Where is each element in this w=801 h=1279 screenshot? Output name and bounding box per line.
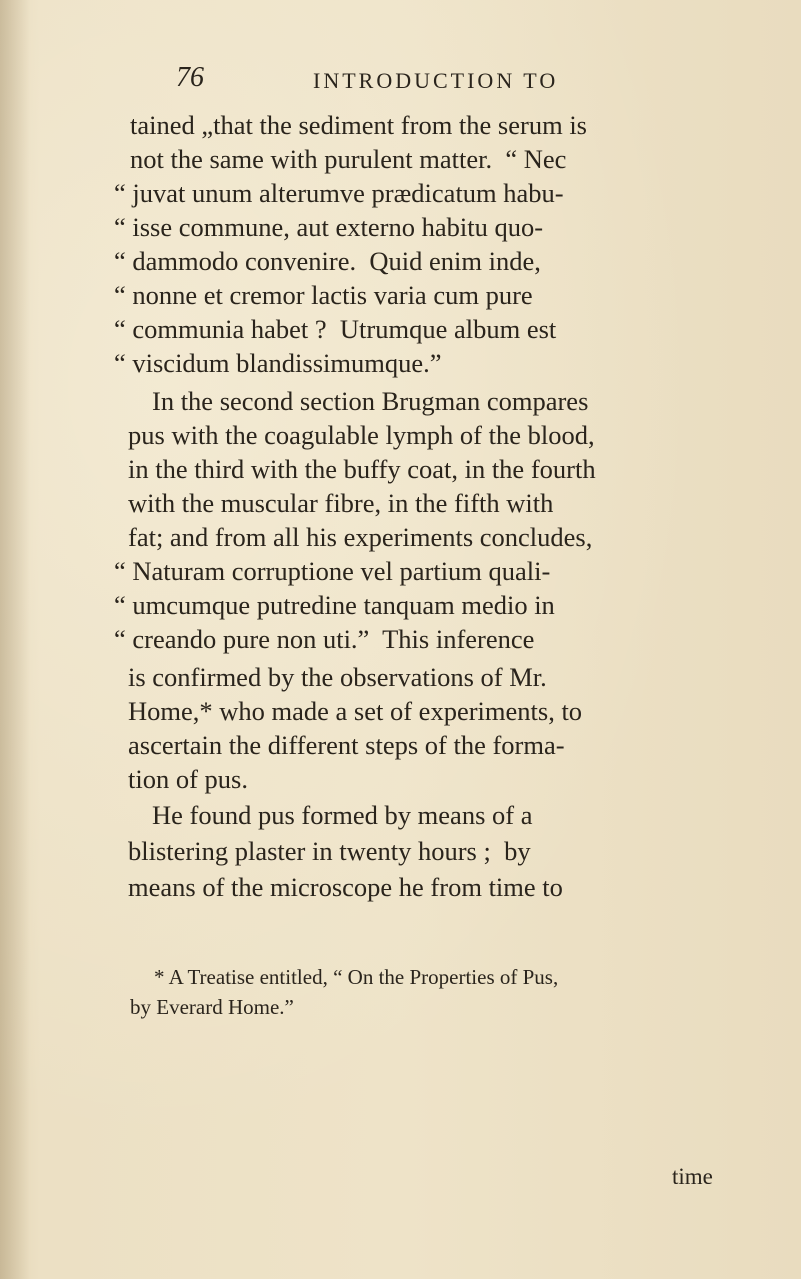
text-line: means of the microscope he from time to [128,872,563,902]
text-line: not the same with purulent matter. “ Nec [130,144,567,174]
text-line: Home,* who made a set of experiments, to [128,696,583,726]
text-line: pus with the coagulable lymph of the blood, [128,420,595,450]
text-line: “ communia habet ? Utrumque album est [114,314,557,344]
text-line: ascertain the different steps of the forma- [128,730,565,760]
footnote-line: * A Treatise entitled, “ On the Properties of Pus, [154,965,559,989]
text-line: “ isse commune, aut externo habitu quo- [114,212,544,242]
text-line: In the second section Brugman compares [152,386,589,416]
page-gutter-shadow [0,0,30,1279]
page-header [176,62,736,102]
page-number: 76 [176,62,204,93]
text-line: blistering plaster in twenty hours ; by [128,836,531,866]
text-line: “ Naturam corruptione vel partium quali- [114,556,551,586]
running-head: INTRODUCTION TO [313,68,559,93]
text-line: He found pus formed by means of a [152,800,533,830]
text-line: “ dammodo convenire. Quid enim inde, [114,246,541,276]
text-line: is confirmed by the observations of Mr. [128,662,547,692]
text-line: with the muscular fibre, in the fifth with [128,488,554,518]
text-line: “ juvat unum alterumve prædicatum habu- [114,178,564,208]
text-line: in the third with the buffy coat, in the fourth [128,454,596,484]
footnote-line: by Everard Home.” [130,995,294,1019]
catchword: time [672,1164,713,1189]
text-line: “ nonne et cremor lactis varia cum pure [114,280,533,310]
text-line: tained „that the sediment from the serum is [130,110,587,140]
text-line: “ creando pure non uti.” This inference [114,624,535,654]
text-line: fat; and from all his experiments concludes, [128,522,593,552]
text-line: “ umcumque putredine tanquam medio in [114,590,555,620]
text-line: “ viscidum blandissimumque.” [114,348,442,378]
text-line: tion of pus. [128,764,248,794]
